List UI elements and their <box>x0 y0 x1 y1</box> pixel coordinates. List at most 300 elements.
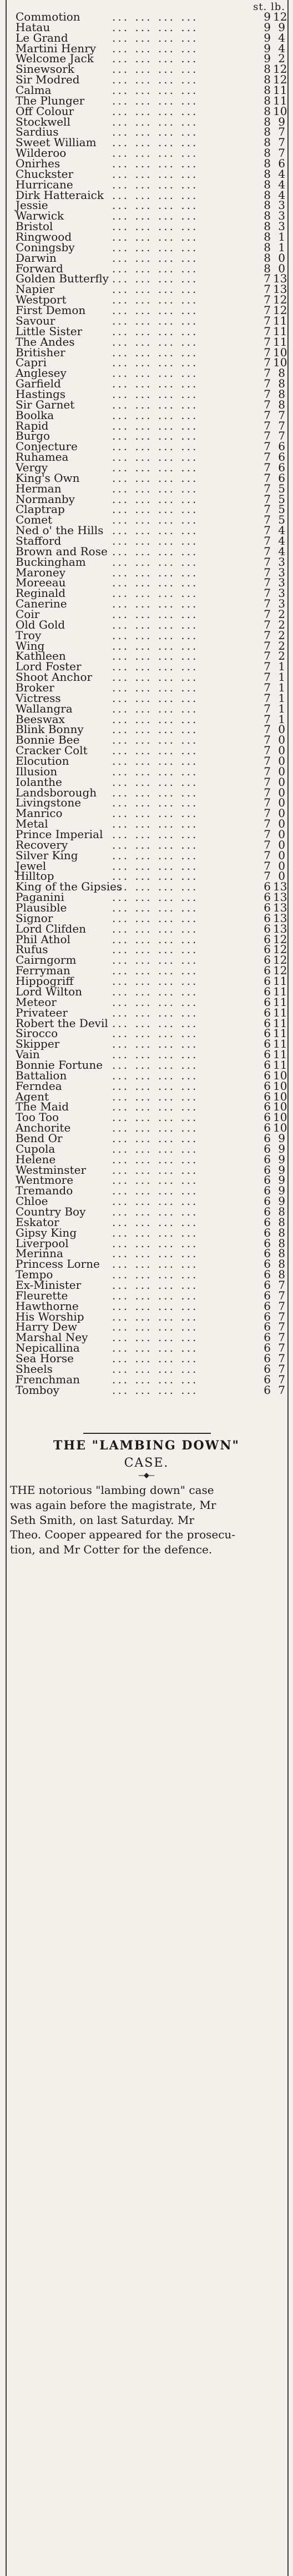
horse-name: Stockwell <box>16 114 70 128</box>
horse-name: Hilltop <box>16 869 54 883</box>
article-subhead: CASE. <box>124 1456 169 1470</box>
weight-entry <box>12 472 285 483</box>
weight-entry <box>12 1059 285 1070</box>
leader-dots: ... ... ... ... <box>112 733 199 747</box>
weight-stone: 6 <box>264 1068 271 1082</box>
weight-stone: 6 <box>264 890 271 904</box>
weight-stone: 6 <box>264 1299 271 1313</box>
leader-dots: ... ... ... ... <box>112 754 199 768</box>
horse-name: Chuckster <box>16 167 74 181</box>
leader-dots: ... ... ... ... <box>112 1288 199 1302</box>
weight-stone: 7 <box>264 848 271 862</box>
horse-name: Too Too <box>16 1110 59 1124</box>
leader-dots: ... ... ... ... <box>112 230 199 244</box>
horse-name: First Demon <box>16 303 86 317</box>
leader-dots: ... ... ... ... <box>112 408 199 422</box>
leader-dots: ... ... ... ... <box>112 586 199 600</box>
weight-pounds: 0 <box>278 744 285 758</box>
horse-name: Hippogriff <box>16 974 74 988</box>
weight-entry <box>12 1007 285 1018</box>
leader-dots: ... ... ... ... <box>112 146 199 160</box>
weight-pounds: 0 <box>278 764 285 778</box>
weight-pounds: 12 <box>273 73 287 87</box>
leader-dots: ... ... ... ... <box>112 534 199 547</box>
weight-pounds: 4 <box>278 524 285 537</box>
weight-pounds: 8 <box>278 1247 285 1260</box>
weight-pounds: 5 <box>278 481 285 495</box>
leader-dots: ... ... ... ... <box>112 555 199 569</box>
weight-stone: 9 <box>264 10 271 23</box>
leader-dots: ... ... ... ... <box>112 1100 199 1114</box>
leader-dots: ... ... ... ... <box>112 1131 199 1145</box>
weight-pounds: 9 <box>278 1142 285 1155</box>
leader-dots: ... ... ... ... <box>112 880 199 894</box>
horse-name: Hatau <box>16 20 50 34</box>
leader-dots: ... ... ... ... <box>112 670 199 684</box>
weight-stone: 6 <box>264 1027 271 1040</box>
weights-rows <box>12 10 287 1397</box>
weight-pounds: 11 <box>273 313 287 327</box>
horse-name: Iolanthe <box>16 775 62 789</box>
weight-entry <box>12 388 285 399</box>
weight-entry <box>12 1080 285 1091</box>
horse-name: Boolka <box>16 408 54 422</box>
weight-stone: 6 <box>264 984 271 998</box>
leader-dots: ... ... ... ... <box>112 62 199 76</box>
weight-pounds: 7 <box>278 1299 285 1313</box>
leader-dots: ... ... ... ... <box>112 921 199 935</box>
horse-name: Broker <box>16 681 54 694</box>
horse-name: Cracker Colt <box>16 744 88 758</box>
horse-name: Signor <box>16 911 53 925</box>
leader-dots: ... ... ... ... <box>112 188 199 202</box>
leader-dots: ... ... ... ... <box>112 324 199 338</box>
weight-stone: 8 <box>264 73 271 87</box>
horse-name: Ned o' the Hills <box>16 524 104 537</box>
horse-name: The Maid <box>16 1100 69 1114</box>
ornament-icon <box>139 1473 154 1478</box>
horse-name: Gipsy King <box>16 1225 77 1239</box>
leader-dots: ... ... ... ... <box>112 1225 199 1239</box>
weight-pounds: 8 <box>278 1257 285 1271</box>
leader-dots: ... ... ... ... <box>112 1173 199 1187</box>
weight-stone: 6 <box>264 1331 271 1344</box>
leader-dots: ... ... ... ... <box>112 565 199 579</box>
weight-pounds: 10 <box>273 1110 287 1124</box>
horse-name: Bristol <box>16 220 53 233</box>
horse-name: Tomboy <box>16 1383 59 1397</box>
weight-stone: 7 <box>264 681 271 694</box>
leader-dots: ... ... ... ... <box>112 1152 199 1166</box>
weight-stone: 7 <box>264 764 271 778</box>
horse-name: Wing <box>16 639 45 652</box>
weight-pounds: 8 <box>278 1268 285 1282</box>
weight-pounds: 0 <box>278 261 285 275</box>
weight-entry <box>12 1374 285 1384</box>
horse-name: Illusion <box>16 764 58 778</box>
leader-dots: ... ... ... ... <box>112 806 199 820</box>
leader-dots: ... ... ... ... <box>112 848 199 862</box>
weight-stone: 6 <box>264 1142 271 1155</box>
weight-stone: 7 <box>264 817 271 831</box>
weight-stone: 8 <box>264 220 271 233</box>
weight-pounds: 7 <box>278 1320 285 1334</box>
weight-entry <box>12 1301 285 1311</box>
horse-name: The Andes <box>16 335 75 348</box>
weight-pounds: 2 <box>278 617 285 631</box>
horse-name: Privateer <box>16 1005 68 1019</box>
weight-entry <box>12 462 285 472</box>
leader-dots: ... ... ... ... <box>112 440 199 454</box>
leader-dots: ... ... ... ... <box>112 1110 199 1124</box>
horse-name: Welcome Jack <box>16 52 94 66</box>
weight-pounds: 0 <box>278 785 285 799</box>
leader-dots: ... ... ... ... <box>112 617 199 631</box>
horse-name: Ferryman <box>16 964 70 978</box>
weight-pounds: 0 <box>278 796 285 810</box>
weight-entry <box>12 1154 285 1164</box>
horse-name: Onirhes <box>16 157 60 171</box>
weight-stone: 6 <box>264 1247 271 1260</box>
leader-dots: ... ... ... ... <box>112 220 199 233</box>
leader-dots: ... ... ... ... <box>112 52 199 66</box>
weight-stone: 7 <box>264 733 271 747</box>
horse-name: Hastings <box>16 387 66 401</box>
weight-stone: 8 <box>264 230 271 244</box>
weight-stone: 6 <box>264 1037 271 1051</box>
weight-entry <box>12 326 285 336</box>
weight-stone: 7 <box>264 408 271 422</box>
horse-name: Robert the Devil <box>16 1016 108 1030</box>
weight-entry <box>12 776 285 787</box>
weight-stone: 7 <box>264 607 271 621</box>
weight-pounds: 7 <box>278 1309 285 1323</box>
horse-name: Anchorite <box>16 1121 71 1135</box>
weight-entry <box>12 32 285 43</box>
weight-pounds: 7 <box>278 1372 285 1386</box>
leader-dots: ... ... ... ... <box>112 964 199 978</box>
weight-stone: 7 <box>264 387 271 401</box>
weight-pounds: 1 <box>278 681 285 694</box>
weight-stone: 6 <box>264 995 271 1009</box>
leader-dots: ... ... ... ... <box>112 869 199 883</box>
weight-stone: 7 <box>264 828 271 841</box>
weight-pounds: 13 <box>273 901 287 915</box>
weight-stone: 6 <box>264 1225 271 1239</box>
weight-pounds: 3 <box>278 209 285 223</box>
leader-dots: ... ... ... ... <box>112 701 199 715</box>
weight-stone: 6 <box>264 932 271 946</box>
horse-name: Golden Butterfly <box>16 272 109 286</box>
weight-pounds: 7 <box>278 1362 285 1376</box>
weight-entry <box>12 546 285 556</box>
weight-stone: 8 <box>264 136 271 150</box>
weight-stone: 6 <box>264 1131 271 1145</box>
leader-dots: ... ... ... ... <box>112 345 199 359</box>
horse-name: Dirk Hatteraick <box>16 188 104 202</box>
leader-dots: ... ... ... ... <box>112 104 199 118</box>
leader-dots: ... ... ... ... <box>112 1079 199 1093</box>
weight-pounds: 6 <box>278 460 285 474</box>
weight-pounds: 6 <box>278 440 285 454</box>
weight-entry <box>12 913 285 923</box>
weight-entry <box>12 315 285 326</box>
leader-dots: ... ... ... ... <box>112 157 199 171</box>
leader-dots: ... ... ... ... <box>112 932 199 946</box>
weight-pounds: 9 <box>278 1163 285 1177</box>
weight-pounds: 5 <box>278 502 285 516</box>
column-rule-right <box>287 0 289 2576</box>
weight-pounds: 3 <box>278 220 285 233</box>
weight-pounds: 12 <box>273 943 287 956</box>
leader-dots: ... ... ... ... <box>112 303 199 317</box>
weight-stone: 6 <box>264 1184 271 1198</box>
leader-dots: ... ... ... ... <box>112 1372 199 1386</box>
weight-stone: 7 <box>264 534 271 547</box>
leader-dots: ... ... ... ... <box>112 1204 199 1218</box>
leader-dots: ... ... ... ... <box>112 471 199 485</box>
weight-stone: 6 <box>264 1016 271 1030</box>
weight-pounds: 2 <box>278 607 285 621</box>
weight-stone: 6 <box>264 1058 271 1072</box>
horse-name: Metal <box>16 817 48 831</box>
weight-stone: 6 <box>264 1341 271 1355</box>
weight-pounds: 0 <box>278 859 285 873</box>
weight-pounds: 8 <box>278 1204 285 1218</box>
weight-pounds: 1 <box>278 701 285 715</box>
weight-stone: 8 <box>264 251 271 265</box>
leader-dots: ... ... ... ... <box>112 607 199 621</box>
horse-name: Darwin <box>16 251 57 265</box>
horse-name: Wilderoo <box>16 146 67 160</box>
weight-pounds: 0 <box>278 775 285 789</box>
weight-pounds: 7 <box>278 429 285 443</box>
weight-pounds: 12 <box>273 964 287 978</box>
horse-name: Rufus <box>16 943 48 956</box>
weight-stone: 7 <box>264 660 271 674</box>
leader-dots: ... ... ... ... <box>112 1215 199 1229</box>
article-line: THE notorious "lambing down" case <box>10 1483 214 1497</box>
weight-stone: 8 <box>264 93 271 107</box>
weight-pounds: 12 <box>273 953 287 967</box>
weight-pounds: 7 <box>278 1331 285 1344</box>
weight-stone: 6 <box>264 1278 271 1292</box>
weight-pounds: 0 <box>278 848 285 862</box>
leader-dots: ... ... ... ... <box>112 198 199 212</box>
weight-pounds: 13 <box>273 880 287 894</box>
horse-name: Sweet William <box>16 136 97 150</box>
horse-name: Sardius <box>16 125 59 139</box>
weight-pounds: 7 <box>278 1288 285 1302</box>
leader-dots: ... ... ... ... <box>112 1194 199 1208</box>
weight-stone: 7 <box>264 869 271 883</box>
weight-entry <box>12 923 285 934</box>
leader-dots: ... ... ... ... <box>112 1089 199 1103</box>
weight-stone: 7 <box>264 418 271 432</box>
weight-pounds: 8 <box>278 1225 285 1239</box>
leader-dots: ... ... ... ... <box>112 576 199 590</box>
horse-name: Moreeau <box>16 576 66 590</box>
horse-name: Sea Horse <box>16 1352 74 1365</box>
leader-dots: ... ... ... ... <box>112 397 199 411</box>
leader-dots: ... ... ... ... <box>112 460 199 474</box>
weight-pounds: 11 <box>273 1058 287 1072</box>
horse-name: Ringwood <box>16 230 72 244</box>
weight-pounds: 9 <box>278 1173 285 1187</box>
leader-dots: ... ... ... ... <box>112 1037 199 1051</box>
leader-dots: ... ... ... ... <box>112 1027 199 1040</box>
leader-dots: ... ... ... ... <box>112 356 199 370</box>
horse-name: Victress <box>16 691 61 705</box>
weight-stone: 6 <box>264 953 271 967</box>
weight-pounds: 9 <box>278 1194 285 1208</box>
weight-entry <box>12 556 285 567</box>
weight-pounds: 9 <box>278 20 285 34</box>
leader-dots: ... ... ... ... <box>112 723 199 736</box>
leader-dots: ... ... ... ... <box>112 1236 199 1250</box>
leader-dots: ... ... ... ... <box>112 995 199 1009</box>
weight-stone: 7 <box>264 397 271 411</box>
leader-dots: ... ... ... ... <box>112 649 199 663</box>
weight-pounds: 4 <box>278 167 285 181</box>
weight-pounds: 10 <box>273 1079 287 1093</box>
weight-stone: 7 <box>264 502 271 516</box>
weight-stone: 7 <box>264 429 271 443</box>
horse-name: Bonnie Bee <box>16 733 80 747</box>
weight-stone: 6 <box>264 1309 271 1323</box>
horse-name: Elocution <box>16 754 69 768</box>
weight-stone: 7 <box>264 597 271 611</box>
horse-name: Maroney <box>16 565 66 579</box>
weight-stone: 9 <box>264 31 271 44</box>
weight-stone: 6 <box>264 1089 271 1103</box>
weight-entry <box>12 179 285 190</box>
horse-name: Eskator <box>16 1215 59 1229</box>
leader-dots: ... ... ... ... <box>112 293 199 307</box>
weight-stone: 7 <box>264 471 271 485</box>
horse-name: Battalion <box>16 1068 67 1082</box>
weight-stone: 6 <box>264 1257 271 1271</box>
leader-dots: ... ... ... ... <box>112 712 199 726</box>
weight-entry <box>12 252 285 263</box>
article-line: was again before the magistrate, Mr <box>10 1498 216 1512</box>
weight-stone: 7 <box>264 356 271 370</box>
weight-stone: 8 <box>264 125 271 139</box>
weight-stone: 6 <box>264 880 271 894</box>
weight-pounds: 3 <box>278 576 285 590</box>
horse-name: Sirocco <box>16 1027 58 1040</box>
leader-dots: ... ... ... ... <box>112 691 199 705</box>
horse-name: Savour <box>16 313 55 327</box>
weight-stone: 7 <box>264 639 271 652</box>
weight-stone: 9 <box>264 41 271 55</box>
leader-dots: ... ... ... ... <box>112 524 199 537</box>
leader-dots: ... ... ... ... <box>112 953 199 967</box>
horse-name: King of the Gipsies <box>16 880 123 894</box>
leader-dots: ... ... ... ... <box>112 817 199 831</box>
weight-stone: 7 <box>264 293 271 307</box>
weight-pounds: 4 <box>278 544 285 558</box>
horse-name: King's Own <box>16 471 80 485</box>
weight-stone: 7 <box>264 524 271 537</box>
leader-dots: ... ... ... ... <box>112 943 199 956</box>
horse-name: Tremando <box>16 1184 73 1198</box>
weight-stone: 8 <box>264 104 271 118</box>
horse-name: Princess Lorne <box>16 1257 100 1271</box>
leader-dots: ... ... ... ... <box>112 1163 199 1177</box>
weight-pounds: 11 <box>273 324 287 338</box>
weight-pounds: 8 <box>278 387 285 401</box>
weight-pounds: 2 <box>278 649 285 663</box>
weight-pounds: 11 <box>273 93 287 107</box>
horse-name: Nepicallina <box>16 1341 80 1355</box>
weight-pounds: 12 <box>273 932 287 946</box>
leader-dots: ... ... ... ... <box>112 366 199 380</box>
leader-dots: ... ... ... ... <box>112 1257 199 1271</box>
leader-dots: ... ... ... ... <box>112 1309 199 1323</box>
leader-dots: ... ... ... ... <box>112 1247 199 1260</box>
weight-pounds: 1 <box>278 691 285 705</box>
weight-stone: 6 <box>264 1152 271 1166</box>
horse-name: Lord Clifden <box>16 921 87 935</box>
weight-stone: 7 <box>264 324 271 338</box>
weight-pounds: 4 <box>278 31 285 44</box>
leader-dots: ... ... ... ... <box>112 1320 199 1334</box>
leader-dots: ... ... ... ... <box>112 93 199 107</box>
leader-dots: ... ... ... ... <box>112 418 199 432</box>
weight-entry <box>12 1133 285 1143</box>
weight-pounds: 12 <box>273 293 287 307</box>
weight-stone: 6 <box>264 1288 271 1302</box>
weight-pounds: 1 <box>278 660 285 674</box>
weight-stone: 7 <box>264 670 271 684</box>
weight-pounds: 12 <box>273 303 287 317</box>
leader-dots: ... ... ... ... <box>112 775 199 789</box>
leader-dots: ... ... ... ... <box>112 1268 199 1282</box>
leader-dots: ... ... ... ... <box>112 377 199 391</box>
weight-pounds: 11 <box>273 974 287 988</box>
weight-stone: 6 <box>264 943 271 956</box>
weight-pounds: 11 <box>273 335 287 348</box>
weight-pounds: 0 <box>278 723 285 736</box>
horse-name: Stafford <box>16 534 62 547</box>
leader-dots: ... ... ... ... <box>112 513 199 527</box>
leader-dots: ... ... ... ... <box>112 20 199 34</box>
horse-name: Buckingham <box>16 555 86 569</box>
weight-pounds: 4 <box>278 41 285 55</box>
weight-pounds: 13 <box>273 890 287 904</box>
weight-pounds: 7 <box>278 125 285 139</box>
leader-dots: ... ... ... ... <box>112 1121 199 1135</box>
leader-dots: ... ... ... ... <box>112 1048 199 1062</box>
leader-dots: ... ... ... ... <box>112 136 199 150</box>
weight-pounds: 8 <box>278 1236 285 1250</box>
horse-name: Bend Or <box>16 1131 63 1145</box>
weight-entry <box>12 1363 285 1374</box>
weight-stone: 7 <box>264 481 271 495</box>
weight-pounds: 9 <box>278 1152 285 1166</box>
horse-name: Frenchman <box>16 1372 80 1386</box>
weight-pounds: 7 <box>278 1278 285 1292</box>
article-line: Seth Smith, on last Saturday. Mr <box>10 1513 194 1527</box>
weight-stone: 7 <box>264 272 271 286</box>
horse-name: Manrico <box>16 806 63 820</box>
horse-name: Ruhamea <box>16 450 69 464</box>
weight-pounds: 7 <box>278 1352 285 1365</box>
horse-name: Harry Dew <box>16 1320 78 1334</box>
weight-entry <box>12 1143 285 1154</box>
leader-dots: ... ... ... ... <box>112 502 199 516</box>
